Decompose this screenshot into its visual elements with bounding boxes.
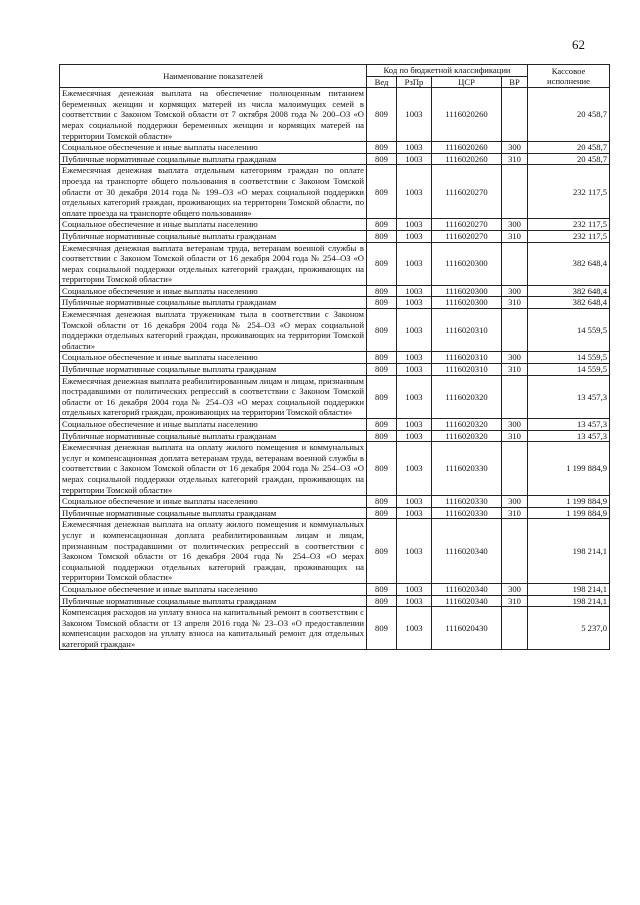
row-ved: 809 — [367, 242, 397, 285]
row-ved: 809 — [367, 496, 397, 508]
table-body — [60, 88, 610, 650]
row-vr — [502, 165, 528, 219]
row-vr: 310 — [502, 430, 528, 442]
row-rzpr: 1003 — [397, 375, 432, 418]
row-csr: 1116020320 — [432, 375, 502, 418]
row-vr: 310 — [502, 595, 528, 607]
table-row — [60, 153, 610, 165]
row-amount: 1 199 884,9 — [528, 496, 610, 508]
row-vr: 300 — [502, 142, 528, 154]
row-vr: 310 — [502, 230, 528, 242]
row-csr: 1116020260 — [432, 88, 502, 142]
row-name: Публичные нормативные социальные выплаты гражданам — [60, 153, 367, 165]
row-csr: 1116020330 — [432, 507, 502, 519]
row-vr: 300 — [502, 219, 528, 231]
table-row — [60, 142, 610, 154]
row-amount: 20 458,7 — [528, 153, 610, 165]
row-csr: 1116020310 — [432, 309, 502, 352]
row-ved: 809 — [367, 153, 397, 165]
table-row — [60, 375, 610, 418]
row-rzpr: 1003 — [397, 364, 432, 376]
row-csr: 1116020270 — [432, 219, 502, 231]
row-vr: 300 — [502, 496, 528, 508]
row-csr: 1116020300 — [432, 285, 502, 297]
row-name: Социальное обеспечение и иные выплаты населению — [60, 583, 367, 595]
row-name: Ежемесячная денежная выплата на обеспечение полноценным питанием беременных женщин и кормящих матерей из числа малоимущих семей в соответствии с Законом Томской области от 7 октября 2008 года № 200–ОЗ «О мерах социальной поддержки беременных женщин и кормящих матерей на территории Томской области» — [60, 88, 367, 142]
row-name: Социальное обеспечение и иные выплаты населению — [60, 419, 367, 431]
row-vr — [502, 607, 528, 650]
table-row — [60, 88, 610, 142]
row-amount: 382 648,4 — [528, 297, 610, 309]
row-csr: 1116020340 — [432, 583, 502, 595]
row-ved: 809 — [367, 595, 397, 607]
row-rzpr: 1003 — [397, 507, 432, 519]
table-row — [60, 352, 610, 364]
row-name: Ежемесячная денежная выплата реабилитированным лицам и лицам, признанным пострадавшими от политических репрессий в соответствии с Законом Томской области от 16 декабря 2004 года № 254–ОЗ «О мерах социальной поддержки отдельных категорий граждан, проживающих на территории Томской области» — [60, 375, 367, 418]
row-rzpr: 1003 — [397, 142, 432, 154]
table-row — [60, 519, 610, 584]
row-amount: 13 457,3 — [528, 430, 610, 442]
row-vr: 300 — [502, 285, 528, 297]
row-amount: 14 559,5 — [528, 352, 610, 364]
row-name: Социальное обеспечение и иные выплаты населению — [60, 496, 367, 508]
row-csr: 1116020320 — [432, 430, 502, 442]
header-row-1 — [60, 65, 610, 77]
table-row — [60, 583, 610, 595]
row-name: Публичные нормативные социальные выплаты гражданам — [60, 230, 367, 242]
row-amount: 13 457,3 — [528, 375, 610, 418]
table-row — [60, 297, 610, 309]
row-rzpr: 1003 — [397, 419, 432, 431]
row-name: Ежемесячная денежная выплата труженикам тыла в соответствии с Законом Томской области от 16 декабря 2004 года № 254–ОЗ «О мерах социальной поддержки отдельных категорий граждан, проживающих на территории Томской области» — [60, 309, 367, 352]
row-rzpr: 1003 — [397, 297, 432, 309]
row-rzpr: 1003 — [397, 607, 432, 650]
row-ved: 809 — [367, 519, 397, 584]
row-vr — [502, 442, 528, 496]
row-ved: 809 — [367, 142, 397, 154]
row-csr: 1116020260 — [432, 142, 502, 154]
row-vr: 300 — [502, 583, 528, 595]
row-csr: 1116020310 — [432, 352, 502, 364]
row-csr: 1116020270 — [432, 230, 502, 242]
row-rzpr: 1003 — [397, 165, 432, 219]
header-code-group: Код по бюджетной классификации — [367, 65, 528, 77]
table-row — [60, 230, 610, 242]
row-amount: 198 214,1 — [528, 519, 610, 584]
table-row — [60, 309, 610, 352]
row-ved: 809 — [367, 352, 397, 364]
row-amount: 20 458,7 — [528, 142, 610, 154]
row-vr: 310 — [502, 507, 528, 519]
row-ved: 809 — [367, 607, 397, 650]
row-ved: 809 — [367, 583, 397, 595]
row-vr: 310 — [502, 364, 528, 376]
row-name: Публичные нормативные социальные выплаты гражданам — [60, 595, 367, 607]
row-rzpr: 1003 — [397, 496, 432, 508]
row-amount: 198 214,1 — [528, 595, 610, 607]
row-vr: 300 — [502, 419, 528, 431]
row-rzpr: 1003 — [397, 230, 432, 242]
row-name: Социальное обеспечение и иные выплаты населению — [60, 285, 367, 297]
row-rzpr: 1003 — [397, 442, 432, 496]
page-number: 62 — [572, 37, 585, 52]
row-vr: 310 — [502, 297, 528, 309]
table-row — [60, 165, 610, 219]
row-rzpr: 1003 — [397, 595, 432, 607]
row-csr: 1116020260 — [432, 153, 502, 165]
row-amount: 13 457,3 — [528, 419, 610, 431]
row-rzpr: 1003 — [397, 430, 432, 442]
row-name: Социальное обеспечение и иные выплаты населению — [60, 352, 367, 364]
row-amount: 198 214,1 — [528, 583, 610, 595]
table-row — [60, 442, 610, 496]
row-ved: 809 — [367, 230, 397, 242]
row-amount: 1 199 884,9 — [528, 442, 610, 496]
row-rzpr: 1003 — [397, 285, 432, 297]
row-csr: 1116020310 — [432, 364, 502, 376]
row-ved: 809 — [367, 375, 397, 418]
row-rzpr: 1003 — [397, 583, 432, 595]
row-amount: 232 117,5 — [528, 230, 610, 242]
row-vr — [502, 309, 528, 352]
table-row — [60, 430, 610, 442]
row-amount: 382 648,4 — [528, 285, 610, 297]
header-rzpr: РзПр — [397, 76, 432, 88]
table-row — [60, 364, 610, 376]
header-vr: ВР — [502, 76, 528, 88]
row-name: Ежемесячная денежная выплата отдельным категориям граждан по оплате проезда на транспорте общего пользования в соответствии с Законом Томской области от 30 декабря 2014 года № 199–ОЗ «О мерах социальной поддержки отдельных категорий граждан, проживающих на территории Томской области, по оплате проезда на транспорте общего пользования» — [60, 165, 367, 219]
row-rzpr: 1003 — [397, 153, 432, 165]
row-rzpr: 1003 — [397, 352, 432, 364]
row-name: Публичные нормативные социальные выплаты гражданам — [60, 297, 367, 309]
row-amount: 5 237,0 — [528, 607, 610, 650]
row-csr: 1116020340 — [432, 519, 502, 584]
row-csr: 1116020300 — [432, 242, 502, 285]
row-ved: 809 — [367, 309, 397, 352]
row-ved: 809 — [367, 165, 397, 219]
row-amount: 14 559,5 — [528, 309, 610, 352]
row-vr — [502, 88, 528, 142]
row-rzpr: 1003 — [397, 309, 432, 352]
table-row — [60, 419, 610, 431]
row-csr: 1116020330 — [432, 496, 502, 508]
row-name: Ежемесячная денежная выплата ветеранам труда, ветеранам военной службы в соответствии с Законом Томской области от 16 декабря 2004 года № 254–ОЗ «О мерах социальной поддержки отдельных категорий граждан, проживающих на территории Томской области» — [60, 242, 367, 285]
row-ved: 809 — [367, 219, 397, 231]
row-name: Публичные нормативные социальные выплаты гражданам — [60, 507, 367, 519]
row-vr — [502, 375, 528, 418]
row-vr — [502, 519, 528, 584]
header-name: Наименование показателей — [60, 65, 367, 88]
row-csr: 1116020430 — [432, 607, 502, 650]
row-ved: 809 — [367, 88, 397, 142]
header-ved: Вед — [367, 76, 397, 88]
row-name: Публичные нормативные социальные выплаты гражданам — [60, 430, 367, 442]
row-csr: 1116020320 — [432, 419, 502, 431]
row-ved: 809 — [367, 297, 397, 309]
row-csr: 1116020270 — [432, 165, 502, 219]
row-amount: 382 648,4 — [528, 242, 610, 285]
header-csr: ЦСР — [432, 76, 502, 88]
row-amount: 14 559,5 — [528, 364, 610, 376]
row-ved: 809 — [367, 442, 397, 496]
row-rzpr: 1003 — [397, 519, 432, 584]
row-amount: 232 117,5 — [528, 165, 610, 219]
row-name: Социальное обеспечение и иные выплаты населению — [60, 142, 367, 154]
table-row — [60, 595, 610, 607]
row-csr: 1116020330 — [432, 442, 502, 496]
row-rzpr: 1003 — [397, 219, 432, 231]
row-amount: 20 458,7 — [528, 88, 610, 142]
row-rzpr: 1003 — [397, 88, 432, 142]
table-row — [60, 242, 610, 285]
budget-table — [59, 64, 610, 650]
table-row — [60, 607, 610, 650]
row-vr — [502, 242, 528, 285]
table-row — [60, 219, 610, 231]
row-vr: 300 — [502, 352, 528, 364]
table-row — [60, 285, 610, 297]
row-csr: 1116020300 — [432, 297, 502, 309]
row-amount: 232 117,5 — [528, 219, 610, 231]
row-ved: 809 — [367, 285, 397, 297]
table-row — [60, 496, 610, 508]
row-name: Компенсация расходов на уплату взноса на капитальный ремонт в соответствии с Законом Томской области от 13 апреля 2016 года № 23–ОЗ «О предоставлении компенсации расходов на уплату взноса на капитальный ремонт для отдельных категорий граждан» — [60, 607, 367, 650]
row-ved: 809 — [367, 430, 397, 442]
row-rzpr: 1003 — [397, 242, 432, 285]
row-name: Социальное обеспечение и иные выплаты населению — [60, 219, 367, 231]
row-amount: 1 199 884,9 — [528, 507, 610, 519]
row-ved: 809 — [367, 507, 397, 519]
row-name: Ежемесячная денежная выплата на оплату жилого помещения и коммунальных услуг и компенсационная доплата реабилитированным лицам и лицам, признанным пострадавшими от политических репрессий в соответствии с Законом Томской области от 16 декабря 2004 года № 254–ОЗ «О мерах социальной поддержки отдельных категорий граждан, проживающих на территории Томской области» — [60, 519, 367, 584]
row-ved: 809 — [367, 419, 397, 431]
row-ved: 809 — [367, 364, 397, 376]
table-row — [60, 507, 610, 519]
header-amount: Кассовое исполнение — [528, 65, 610, 88]
row-vr: 310 — [502, 153, 528, 165]
row-name: Публичные нормативные социальные выплаты гражданам — [60, 364, 367, 376]
row-csr: 1116020340 — [432, 595, 502, 607]
row-name: Ежемесячная денежная выплата на оплату жилого помещения и коммунальных услуг и компенсационная доплата ветеранам труда, ветеранам военной службы в соответствии с Законом Томской области от 16 декабря 2004 года № 254–ОЗ «О мерах социальной поддержки отдельных категорий граждан, проживающих на территории Томской области» — [60, 442, 367, 496]
